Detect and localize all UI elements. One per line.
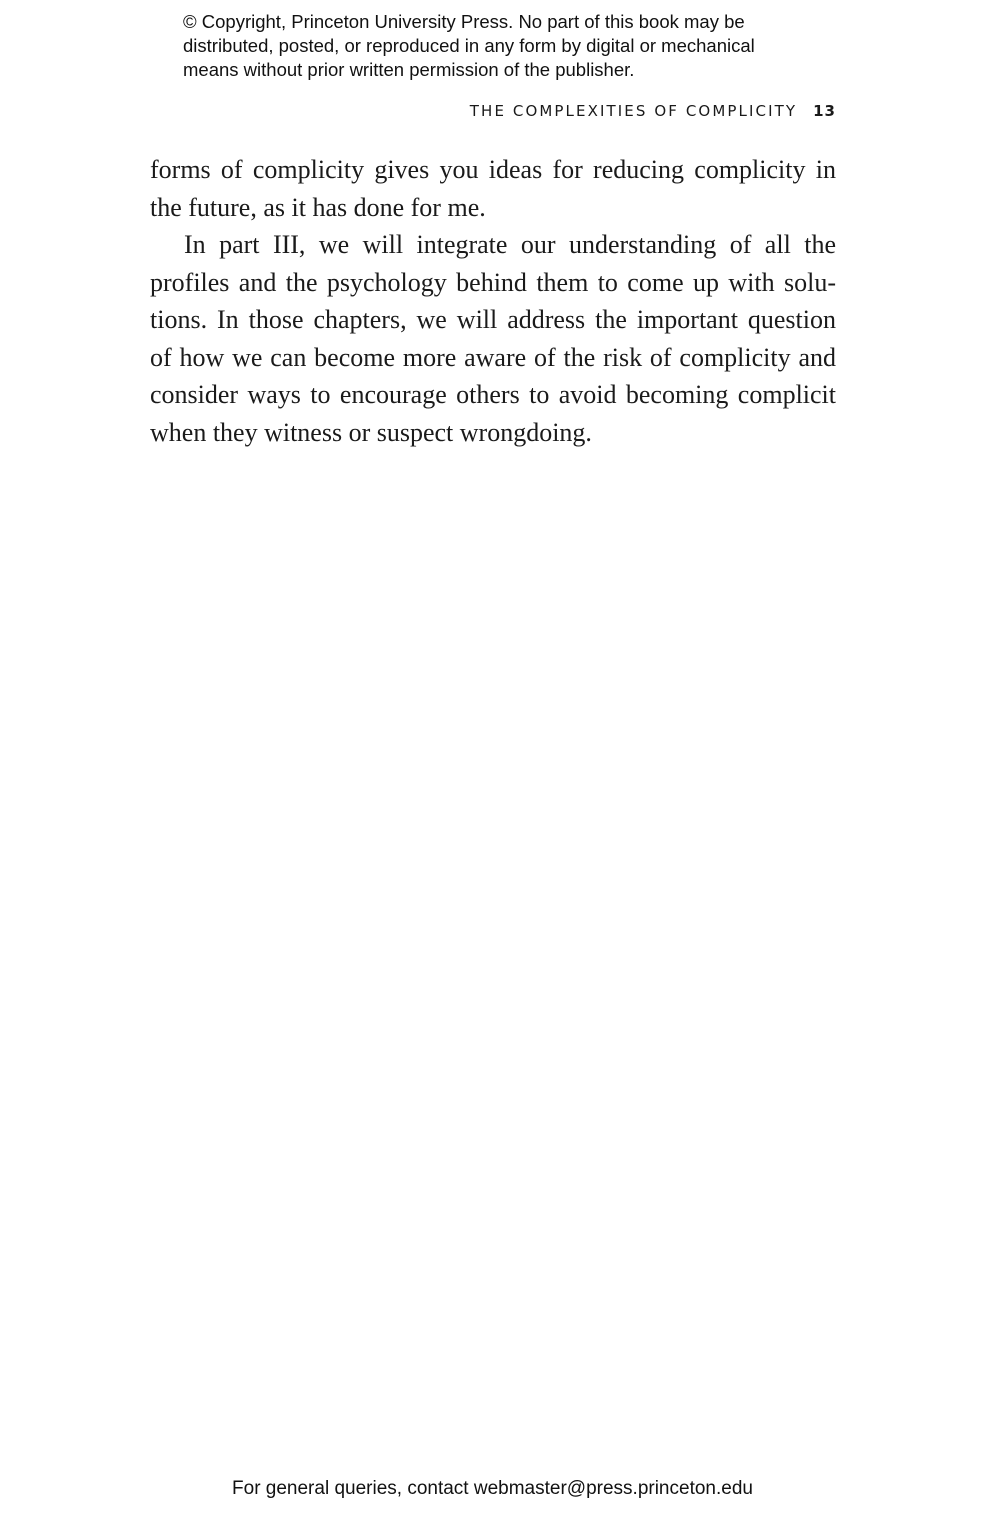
- text-line: forms of complicity gives you ideas for reducing complicity in: [150, 155, 836, 184]
- text-line: tions. In those chapters, we will address the important question: [150, 305, 836, 334]
- body-text: [150, 151, 836, 451]
- page-number: 13: [813, 102, 836, 120]
- running-head: [150, 102, 836, 120]
- copyright-line: © Copyright, Princeton University Press. No part of this book may be: [183, 11, 745, 32]
- running-title: THE COMPLEXITIES OF COMPLICITY: [469, 102, 798, 120]
- text-line: the future, as it has done for me.: [150, 192, 486, 222]
- text-line: profiles and the psychology behind them to come up with solu-: [150, 267, 836, 297]
- copyright-notice: [183, 10, 833, 82]
- text-line: when they witness or suspect wrongdoing.: [150, 417, 592, 447]
- copyright-line: distributed, posted, or reproduced in any form by digital or mechanical: [183, 35, 755, 56]
- text-line: consider ways to encourage others to avoid becoming complicit: [150, 380, 836, 409]
- text-line: of how we can become more aware of the risk of complicity and: [150, 342, 836, 372]
- text-line: In part III, we will integrate our understanding of all the: [184, 230, 836, 259]
- copyright-line: means without prior written permission of the publisher.: [183, 59, 635, 80]
- footer-contact: For general queries, contact webmaster@press.princeton.edu: [232, 1478, 753, 1499]
